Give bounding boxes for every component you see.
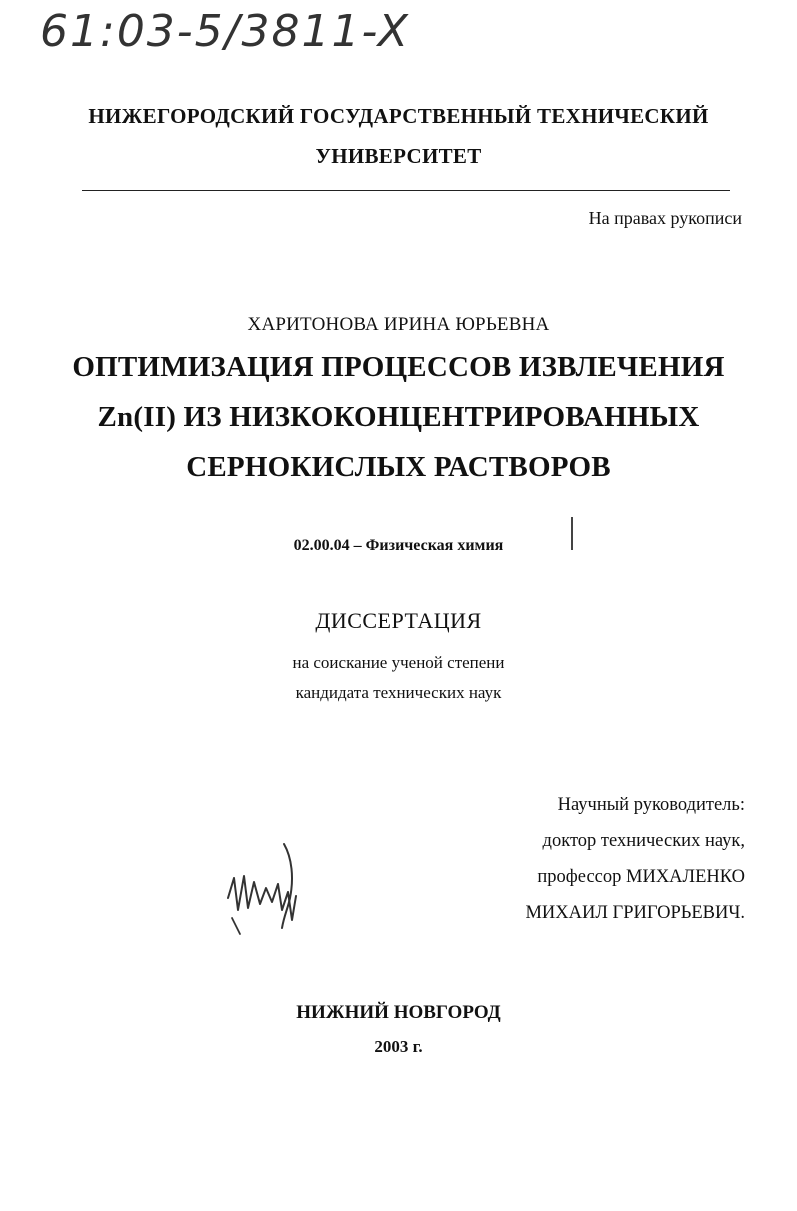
degree-line-1: на соискание ученой степени: [292, 653, 505, 672]
supervisor-line-4: МИХАИЛ ГРИГОРЬЕВИЧ.: [525, 903, 745, 923]
supervisor-line-3: профессор МИХАЛЕНКО: [537, 867, 745, 887]
title-line-2: Zn(II) ИЗ НИЗКОКОНЦЕНТРИРОВАННЫХ: [97, 401, 700, 433]
title-line-1: ОПТИМИЗАЦИЯ ПРОЦЕССОВ ИЗВЛЕЧЕНИЯ: [72, 351, 725, 383]
degree-description: [0, 648, 797, 708]
author-name: ХАРИТОНОВА ИРИНА ЮРЬЕВНА: [247, 314, 550, 335]
university-name-line-2: УНИВЕРСИТЕТ: [315, 144, 482, 168]
rights-note: На правах рукописи: [588, 208, 742, 228]
year: 2003 г.: [374, 1037, 423, 1056]
city: НИЖНИЙ НОВГОРОД: [296, 1002, 501, 1023]
specialty-code: 02.00.04 – Физическая химия: [293, 537, 504, 554]
supervisor-line-2: доктор технических наук,: [542, 831, 745, 851]
header-divider: [82, 190, 730, 191]
title-line-3: СЕРНОКИСЛЫХ РАСТВОРОВ: [186, 451, 611, 483]
supervisor-line-1: Научный руководитель:: [557, 795, 745, 815]
university-name: [0, 96, 797, 176]
handwritten-signature: [222, 838, 312, 938]
university-name-line-1: НИЖЕГОРОДСКИЙ ГОСУДАРСТВЕННЫЙ ТЕХНИЧЕСКИЙ: [88, 104, 709, 128]
document-type: ДИССЕРТАЦИЯ: [315, 608, 482, 633]
scan-artifact-line: [571, 517, 573, 550]
dissertation-title: [0, 342, 797, 492]
handwritten-archive-code: 61:03-5/3811-X: [40, 6, 410, 57]
degree-line-2: кандидата технических наук: [295, 683, 502, 702]
supervisor-block: [525, 787, 745, 931]
